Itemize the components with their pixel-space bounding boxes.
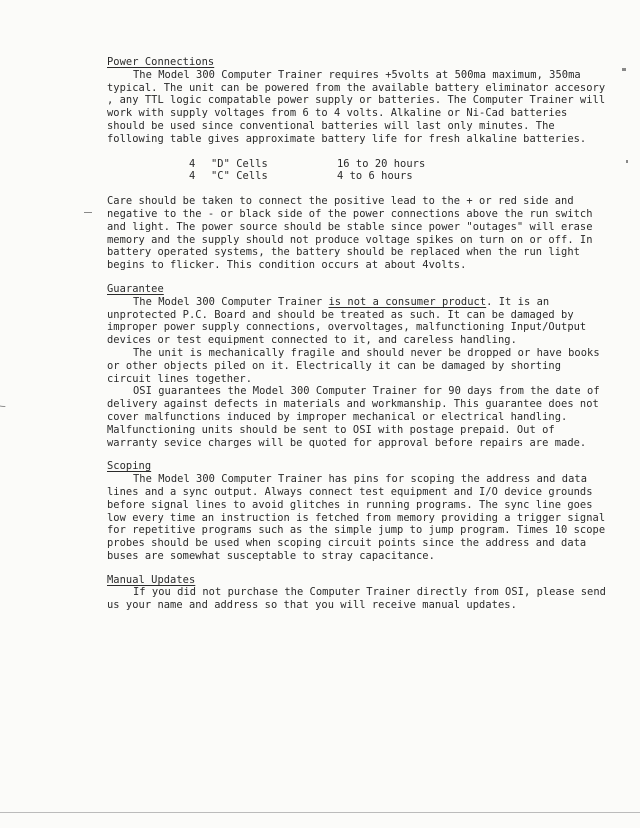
punch-hole-mark-middle (0, 368, 27, 413)
scan-speck (622, 68, 626, 71)
paragraph: The unit is mechanically fragile and should never be dropped or have books or other objects piled on it. Electrically it can be damaged by shorting circuit lines together. (107, 346, 600, 385)
punch-hole-mark-bottom (0, 703, 25, 745)
paragraph: The Model 300 Computer Trainer has pins for scoping the address and data lines and a sync output. Always connect test equipment and I/O device grounds before signal lines to avoid glitches in running programs. The sync line goes low every time an instruction is fetched from memory providing a trigger signal for repetitive programs such as the simple jump to jump program. Times 10 scope probes should be used when scoping circuit points since the address and data buses are somewhat susceptable to stray capacitance. (107, 473, 606, 562)
battery-life: 16 to 20 hours (337, 157, 426, 170)
section-heading: Power Connections (107, 56, 215, 68)
paragraph: OSI guarantees the Model 300 Computer Trainer for 90 days from the date of delivery against defects in materials and workmanship. This guarantee does not cover malfunctions induced by improper mechanical or electrical handling. Malfunctioning units should be sent to OSI with postage prepaid. Out of warranty sevice charges will be quoted for approval before repairs are made. (107, 385, 600, 449)
scan-speck (626, 160, 628, 163)
paragraph: The Model 300 Computer Trainer requires +5volts at 500ma maximum, 350ma typical. The unit can be powered from the available battery eliminator accesory , any TTL logic compatable power supply or batteries. The Computer Trainer will work with supply voltages from 6 to 4 volts. Alkaline or Ni-Cad batteries should be used since conventional batteries will last only minutes. The following table gives approximate battery life for fresh alkaline batteries. (107, 68, 606, 145)
battery-life: 4 to 6 hours (337, 170, 413, 183)
guarantee-section (107, 283, 607, 449)
cell-count: 4 (189, 157, 196, 170)
scan-speck (84, 212, 92, 213)
paragraph (107, 296, 607, 347)
text-run: The Model 300 Computer Trainer (133, 295, 329, 308)
underlined-phrase: is not a consumer product (328, 295, 487, 308)
cell-type: "C" Cells (211, 170, 268, 183)
scoping-section (107, 460, 607, 562)
page-bottom-edge (0, 812, 640, 813)
section-heading: Guarantee (107, 282, 164, 295)
paragraph: If you did not purchase the Computer Trainer directly from OSI, please send us your name and address so that you will receive manual updates. (107, 586, 606, 612)
text-run: . It is an unprotected P.C. Board and should be treated as such. It can be damaged by improper power supply connections, overvoltages, malfunctioning Input/Output devices or test equipment connected to it, and careless handling. (107, 295, 587, 347)
table-row (189, 170, 489, 183)
section-heading: Scoping (107, 460, 152, 473)
section-heading: Manual Updates (107, 573, 196, 586)
cell-type: "D" Cells (211, 157, 268, 170)
document-body (107, 56, 607, 612)
paragraph: Care should be taken to connect the positive lead to the + or red side and negative to the - or black side of the power connections above the run switch and light. The power source should be stable since power "outages" will erase memory and the supply should not produce voltage spikes on turn on or off. In battery operated systems, the battery should be replaced when the run light begins to flicker. This condition occurs at about 4volts. (107, 195, 593, 272)
manual-updates-section (107, 574, 607, 612)
table-row (189, 158, 489, 171)
cell-count: 4 (189, 170, 196, 183)
battery-life-table (189, 158, 489, 184)
punch-hole-mark-top (0, 61, 25, 103)
power-connections-section (107, 56, 607, 272)
